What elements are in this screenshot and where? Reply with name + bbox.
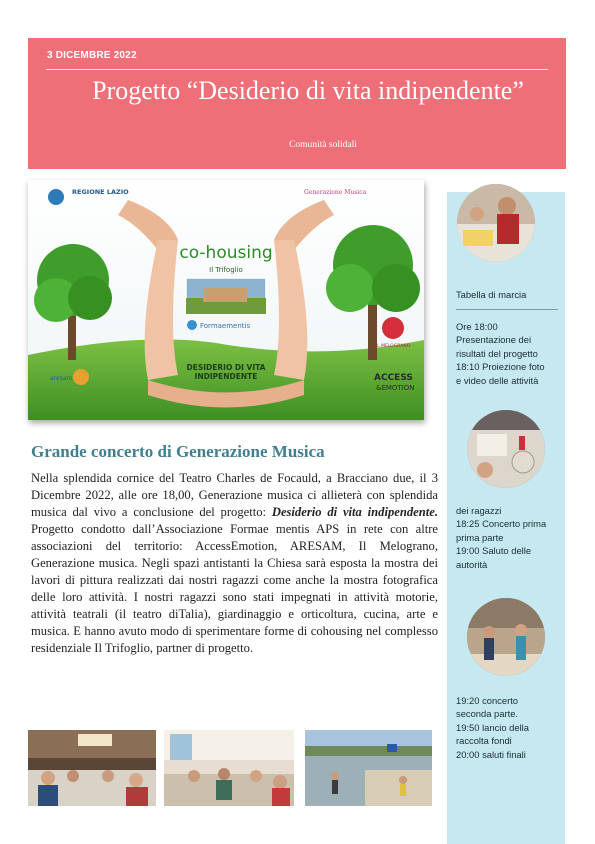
schedule-line: Ore 18:00 — [456, 321, 498, 332]
schedule-line: 18:25 Concerto prima — [456, 518, 547, 530]
page-title: Progetto “Desiderio di vita indipendente” — [92, 76, 524, 105]
access-label: ACCESS — [374, 373, 413, 383]
banner-line1: DESIDERIO DI VITA — [186, 363, 266, 372]
schedule-divider — [456, 309, 558, 310]
schedule-line: Presentazione dei — [456, 334, 532, 346]
melograno-label: IL MELOGRANO — [375, 344, 411, 349]
aresam-logo — [73, 369, 89, 385]
generazione-musica-logo: Generazione Musica — [304, 189, 367, 196]
banner-line2: INDIPENDENTE — [194, 372, 258, 381]
schedule-block-1 — [456, 320, 560, 387]
schedule-line: prima parte — [456, 531, 504, 543]
schedule-heading: Tabella di marcia — [456, 289, 527, 300]
schedule-line: raccolta fondi — [456, 735, 512, 747]
cohousing-label: co-housing — [179, 243, 273, 263]
schedule-block-2 — [456, 504, 560, 571]
article-body — [31, 470, 438, 657]
schedule-line: 18:10 Proiezione foto — [456, 361, 545, 373]
schedule-line: e video delle attività — [456, 374, 539, 386]
trifoglio-label: Il Trifoglio — [209, 266, 243, 274]
article-body-rest: Progetto condotto dall’Associazione Formae mentis APS in rete con altre associazioni del territorio: AccessEmotion, ARESAM, Il Melograno, Generazione musica. Negli spazi antistanti la Chiesa sarà esposta la mostra dei lavori di pittura realizzati dai nostri ragazzi come anche la mostra fotografica delle loro attività. I nostri ragazzi sono stati impegnati in attività motorie, attività teatrali (il teatro diTalia), giardinaggio e orticoltura, cucina, arte e musica. E hanno avuto modo di sperimentare forme di cohousing nel complesso residenziale Il Trifoglio, partner di progetto. — [31, 522, 438, 655]
header-divider — [46, 69, 548, 70]
emotion-label: &EMOTION — [376, 384, 415, 392]
page-subtitle: Comunità solidali — [289, 140, 357, 150]
formaementis-label: Formaementis — [200, 322, 251, 330]
photo-circle-painting — [457, 184, 535, 262]
article-body-intro: Nella splendida cornice del Teatro Charles de Focauld, a Bracciano due, il 3 Dicembre 2022, alle ore 18,00, Generazione musica ci allieterà con splendida musica dal vivo a conclusione del progetto: — [31, 471, 438, 519]
photo-lunch — [164, 730, 294, 806]
hero-image — [28, 180, 424, 420]
schedule-line: 19:00 Saluto delle — [456, 545, 532, 557]
photo-lake — [305, 730, 432, 806]
schedule-line: dei ragazzi — [456, 505, 502, 516]
formaementis-logo — [187, 320, 197, 330]
schedule-line: risultati del progetto — [456, 347, 538, 359]
issue-date: 3 DICEMBRE 2022 — [47, 50, 137, 61]
regione-lazio-label: REGIONE LAZIO — [72, 188, 129, 196]
header-banner — [28, 38, 566, 169]
schedule-line: seconda parte. — [456, 708, 519, 720]
schedule-line: 20:00 saluti finali — [456, 748, 526, 760]
schedule-line: 19:50 lancio della — [456, 721, 529, 733]
schedule-block-3 — [456, 694, 560, 761]
article-heading: Grande concerto di Generazione Musica — [31, 442, 325, 461]
sidebar-schedule — [447, 192, 565, 844]
photo-dinner — [28, 730, 156, 806]
photo-circle-crafts — [467, 410, 545, 488]
melograno-logo — [382, 317, 404, 339]
photo-circle-theatre — [467, 598, 545, 676]
schedule-line: autorità — [456, 558, 488, 570]
aresam-label: aresam — [50, 375, 73, 382]
regione-lazio-logo — [48, 189, 64, 205]
project-name-emphasis: Desiderio di vita indipendente. — [271, 505, 438, 519]
schedule-line: 19:20 concerto — [456, 695, 519, 706]
